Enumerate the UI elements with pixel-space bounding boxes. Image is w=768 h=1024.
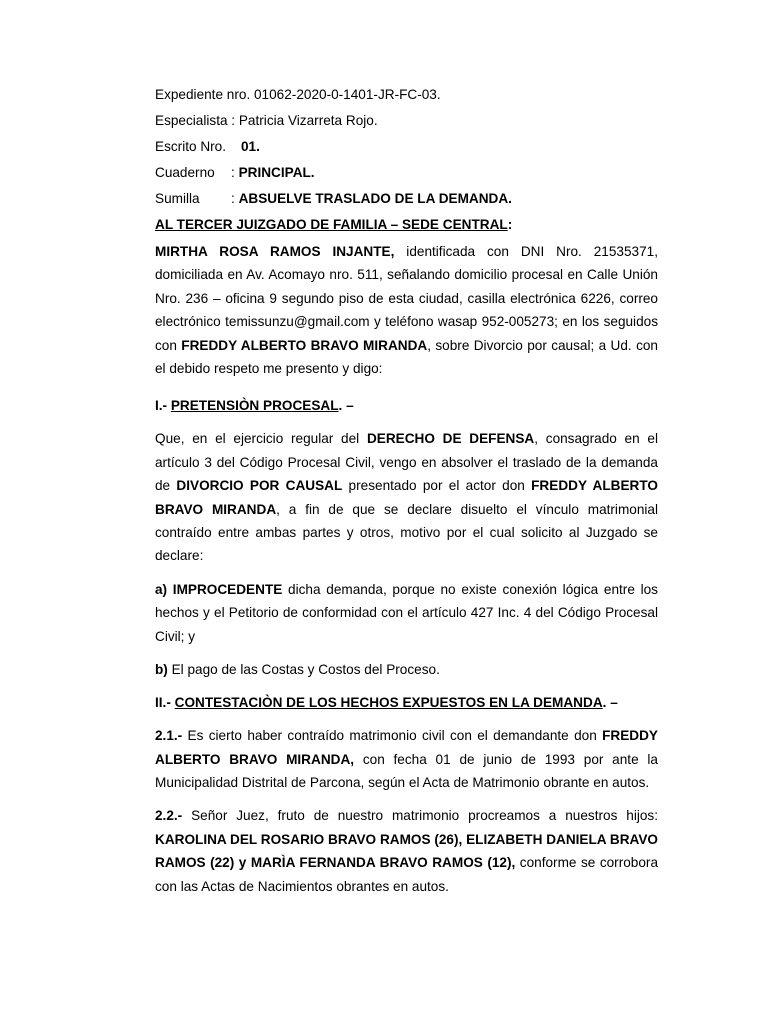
section-2-number: II.-	[155, 695, 175, 711]
para1-bold-3: FREDDY ALBERTO BRAVO MIRANDA	[155, 478, 658, 517]
para1-text-4: , a fin de que se declare disuelto el vínculo matrimonial contraído entre ambas partes y otros, motivo por el cual solicito al Juzgado se declare:	[155, 501, 658, 564]
item-b-label: b)	[155, 662, 168, 678]
fact-2-2-label: 2.2.-	[155, 808, 183, 824]
cuaderno-label: Cuaderno	[155, 165, 215, 180]
item-b-paragraph	[155, 658, 658, 681]
intro-text-1: identificada con DNI Nro. 21535371, domiciliada en Av. Acomayo nro. 511, señalando domicilio procesal en Calle Unión Nro. 236 – oficina 9 segundo piso de esta ciudad, casilla electrónica 6226, correo electrónico temissunzu@gmail.com y teléfono wasap 952-005273; en los seguidos con	[155, 244, 658, 353]
expediente-line: Expediente nro. 01062-2020-0-1401-JR-FC-03.	[155, 87, 441, 102]
para1-text-3: presentado por el actor don	[342, 478, 532, 494]
cuaderno-separator: :	[231, 165, 239, 180]
para1-bold-1: DERECHO DE DEFENSA	[366, 431, 535, 447]
fact-2-2-text-2: conforme se corrobora con las Actas de Nacimientos obrantes en autos.	[155, 855, 659, 894]
sumilla-line	[155, 186, 658, 212]
intro-text-2: , sobre Divorcio por causal; a Ud. con el debido respeto me presento y digo:	[155, 337, 658, 377]
plaintiff-name: MIRTHA ROSA RAMOS INJANTE,	[155, 244, 395, 259]
sumilla-value: ABSUELVE TRASLADO DE LA DEMANDA.	[238, 191, 512, 206]
item-a-text: dicha demanda, porque no existe conexión lógica entre los hechos y el Petitorio de conformidad con el artículo 427 Inc. 4 del Código Procesal Civil; y	[155, 581, 658, 644]
fact-2-2-paragraph	[155, 804, 658, 898]
especialista-line: Especialista : Patricia Vizarreta Rojo.	[155, 113, 378, 128]
para1-bold-2: DIVORCIO POR CAUSAL	[176, 478, 343, 494]
item-b-text: El pago de las Costas y Costos del Proceso.	[167, 662, 440, 678]
item-a-label: a) IMPROCEDENTE	[155, 581, 283, 597]
section-2-heading	[155, 691, 658, 714]
escrito-label: Escrito Nro.	[155, 139, 227, 154]
section-2-suffix: . –	[602, 695, 618, 711]
document-page	[155, 82, 658, 898]
fact-2-1-text-1: Es cierto haber contraído matrimonio civil con el demandante don	[182, 728, 603, 744]
item-a-paragraph	[155, 578, 658, 648]
fact-2-2-bold: KAROLINA DEL ROSARIO BRAVO RAMOS (26), ELIZABETH DANIELA BRAVO RAMOS (22) y MARÌA FERNANDA BRAVO RAMOS (12),	[155, 831, 658, 871]
section-1-suffix: . –	[338, 398, 354, 414]
section-2-title: CONTESTACIÒN DE LOS HECHOS EXPUESTOS EN LA DEMANDA	[174, 695, 603, 711]
fact-2-2-text-1: Señor Juez, fruto de nuestro matrimonio procreamos a nuestros hijos:	[182, 808, 658, 824]
cuaderno-value: PRINCIPAL.	[238, 165, 315, 180]
pretension-paragraph	[155, 427, 658, 567]
escrito-value: 01.	[241, 139, 260, 154]
para1-text-1: Que, en el ejercicio regular del	[155, 431, 367, 447]
addressee-text: AL TERCER JUIZGADO DE FAMILIA – SEDE CENTRAL	[155, 217, 508, 232]
escrito-line	[155, 134, 658, 160]
addressee-colon: :	[507, 217, 513, 232]
fact-2-1-bold: FREDDY ALBERTO BRAVO MIRANDA,	[155, 728, 658, 767]
fact-2-1-paragraph	[155, 724, 658, 794]
section-1-number: I.-	[155, 398, 171, 414]
section-1-heading	[155, 394, 658, 417]
fact-2-1-label: 2.1.-	[155, 728, 183, 744]
para1-text-2: , consagrado en el artículo 3 del Código Procesal Civil, vengo en absolver el traslado de la demanda de	[155, 431, 658, 494]
intro-paragraph	[155, 240, 658, 380]
sumilla-label: Sumilla	[155, 191, 200, 206]
sumilla-separator: :	[231, 191, 239, 206]
section-1-title: PRETENSIÒN PROCESAL	[170, 398, 339, 414]
defendant-name: FREDDY ALBERTO BRAVO MIRANDA	[181, 337, 428, 353]
fact-2-1-text-2: con fecha 01 de junio de 1993 por ante la Municipalidad Distrital de Parcona, según el Acta de Matrimonio obrante en autos.	[155, 751, 658, 790]
cuaderno-line	[155, 160, 658, 186]
addressee-line	[155, 212, 658, 238]
